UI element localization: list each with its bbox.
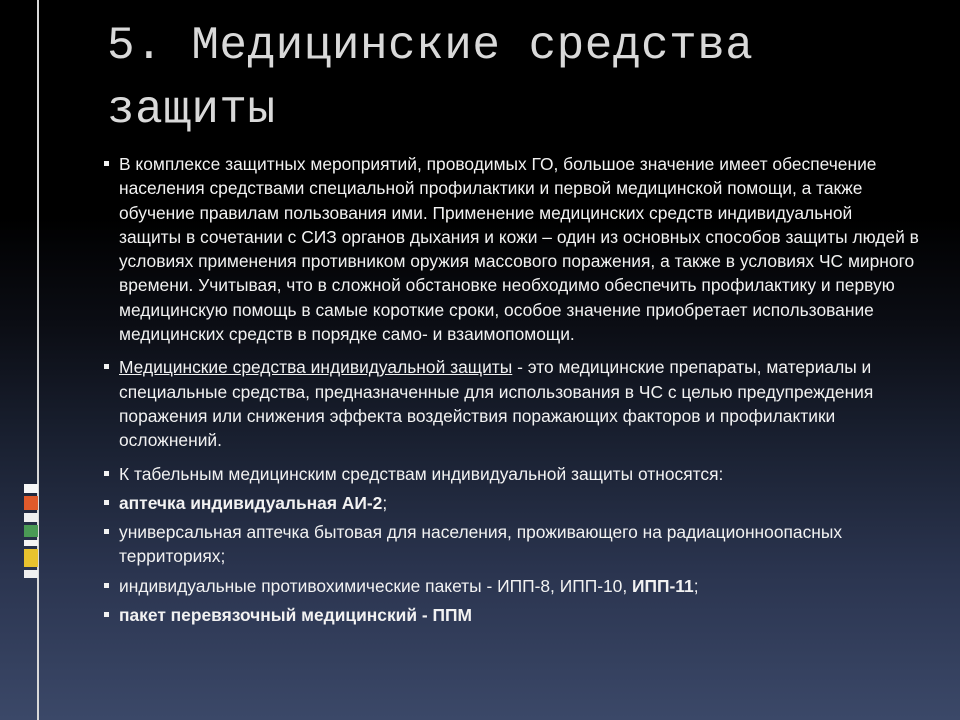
accent-bar bbox=[24, 513, 38, 522]
definition-term: Медицинские средства индивидуальной защиты bbox=[119, 357, 513, 378]
bullet-ipp bbox=[104, 574, 919, 598]
bullet-intro bbox=[104, 152, 919, 346]
bullet-ppm bbox=[104, 603, 919, 627]
ipp-text: индивидуальные противохимические пакеты - ИПП-8, ИПП-10, bbox=[119, 575, 633, 596]
ppm-label: пакет перевязочный медицинский - ППМ bbox=[119, 605, 472, 626]
accent-bars bbox=[24, 484, 38, 581]
slide-title-line1: 5. Медицинские средства bbox=[107, 20, 754, 72]
left-vertical-rule bbox=[37, 0, 39, 720]
ai2-punct: ; bbox=[382, 492, 388, 513]
bullet-universal-kit bbox=[104, 520, 919, 569]
bullet-list-intro bbox=[104, 462, 919, 486]
bullet-intro-text: В комплексе защитных мероприятий, проводимых ГО, большое значение имеет обеспечение населения средствами специальной профилактики и первой медицинской помощи, а также обучение правилам пользования ими. Применение медицинских средств индивидуальной защиты в сочетании с СИЗ органов дыхания и кожи – один из основных способов защиты людей в условиях применения противником оружия массового поражения, а также в условиях ЧС мирного времени. Учитывая, что в сложной обстановке необходимо обеспечить профилактику и первую медицинскую помощь в самые короткие сроки, особое значение приобретает использование медицинских средств в порядке само- и взаимопомощи. bbox=[119, 154, 919, 345]
slide-title-line2: защиты bbox=[107, 84, 276, 136]
accent-bar bbox=[24, 525, 38, 537]
accent-bar bbox=[24, 540, 38, 546]
slide-title bbox=[107, 14, 927, 142]
ipp11-label: ИПП-11 bbox=[632, 575, 694, 596]
universal-kit-text: универсальная аптечка бытовая для населения, проживающего на радиационноопасных территориях; bbox=[119, 522, 843, 567]
accent-bar bbox=[24, 570, 38, 578]
accent-bar bbox=[24, 484, 38, 493]
ipp-punct: ; bbox=[693, 575, 699, 596]
accent-bar bbox=[24, 549, 38, 567]
bullet-definition bbox=[104, 355, 919, 452]
content-bullets bbox=[104, 152, 919, 632]
definition-text: - это медицинские препараты, материалы и специальные средства, предназначенные для использования в ЧС с целью предупреждения поражения или снижения эффекта воздействия поражающих факторов и профилактики осложнений. bbox=[119, 357, 874, 451]
bullet-ai2 bbox=[104, 491, 919, 515]
ai2-label: аптечка индивидуальная АИ-2 bbox=[119, 492, 383, 513]
bullet-list-intro-text: К табельным медицинским средствам индивидуальной защиты относятся: bbox=[119, 463, 724, 484]
accent-bar bbox=[24, 496, 38, 510]
